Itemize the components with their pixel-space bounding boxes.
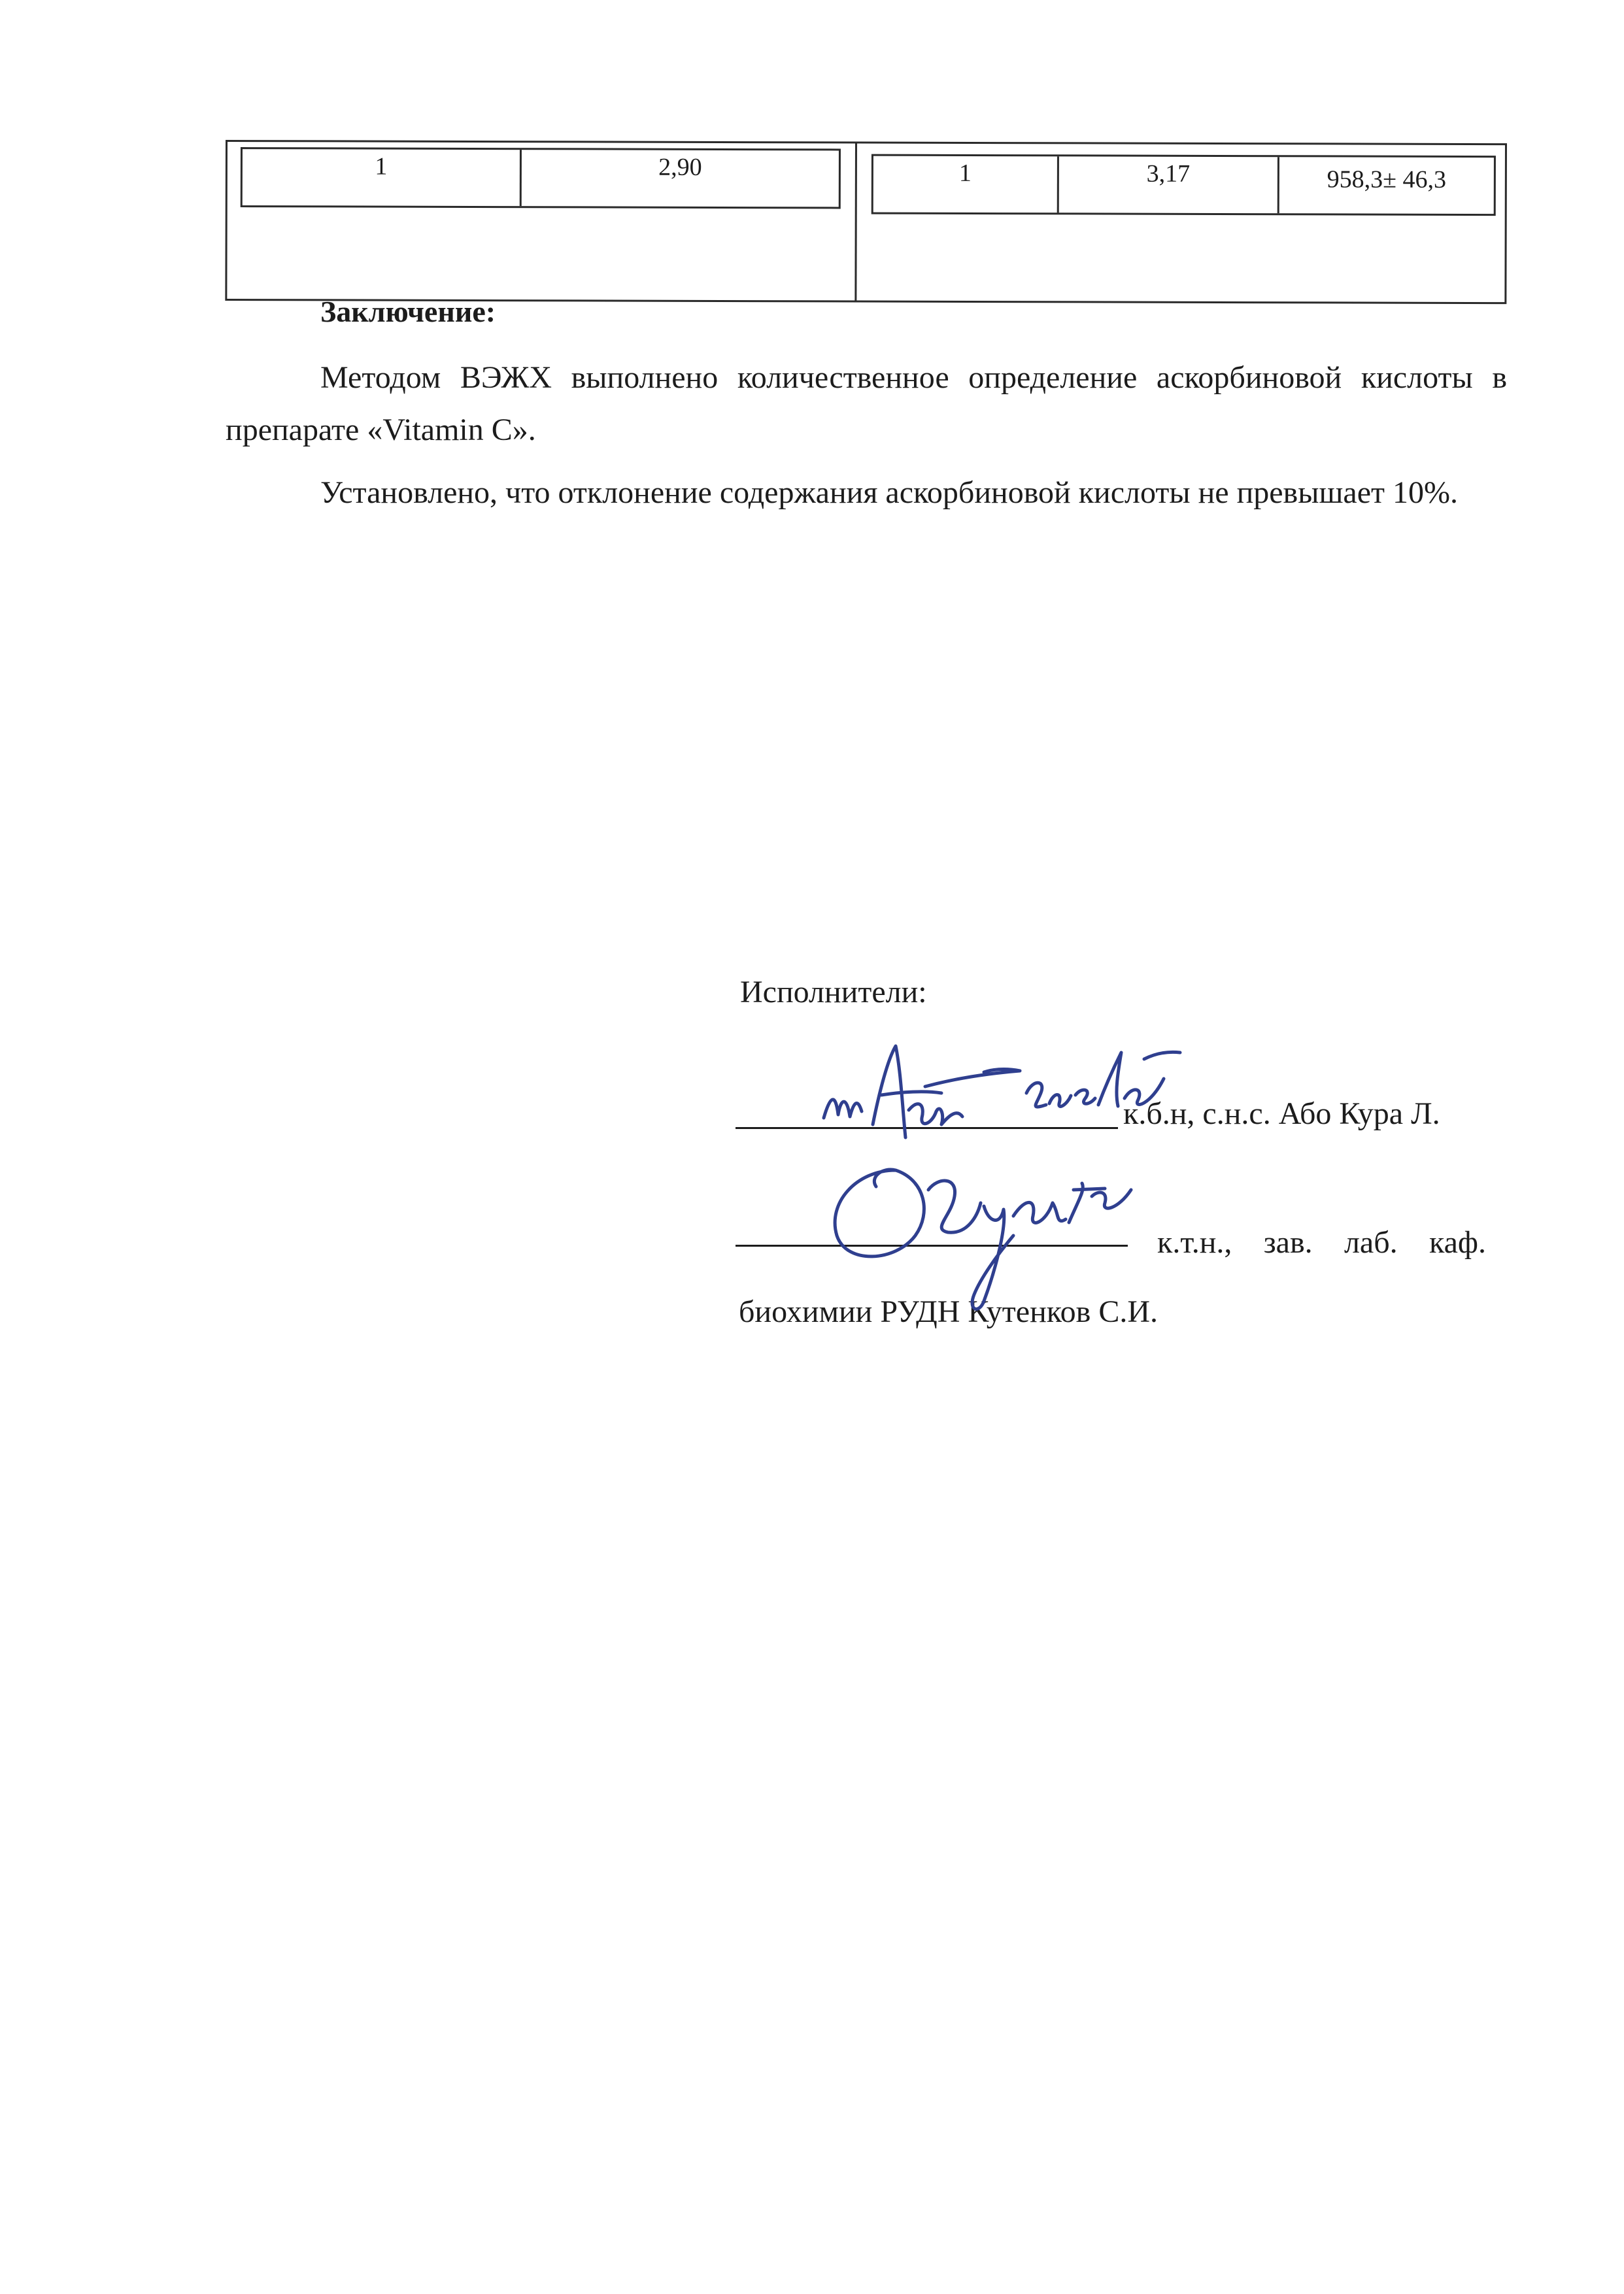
table-cell-sample-number: 1 (873, 156, 1059, 213)
table-cell-result: 958,3± 46,3 (1327, 165, 1447, 194)
conclusion-paragraph-result: Установлено, что отклонение содержания аскорбиновой кислоты не превышает 10%. (320, 475, 1458, 510)
signature-line-1 (736, 1127, 1118, 1129)
conclusion-paragraph-method: Методом ВЭЖХ выполнено количественное определение аскорбиновой кислоты в препарате «Vitamin C». (226, 360, 1507, 447)
results-table-right-row (871, 154, 1496, 216)
executors-title: Исполнители: (740, 975, 927, 1009)
conclusion-heading: Заключение: (320, 295, 496, 328)
results-table-left-row (241, 147, 841, 209)
table-cell-value: 3,17 (1059, 156, 1279, 213)
table-divider (854, 144, 857, 301)
results-table (225, 140, 1507, 304)
signer-2-credentials: к.т.н., зав. лаб. каф. биохимии РУДН Кутенков С.И. (739, 1225, 1486, 1329)
table-cell-sample-number: 1 (243, 149, 522, 206)
table-cell-value: 2,90 (658, 153, 702, 181)
signer-1-credentials: к.б.н, с.н.с. Або Кура Л. (1123, 1096, 1440, 1131)
